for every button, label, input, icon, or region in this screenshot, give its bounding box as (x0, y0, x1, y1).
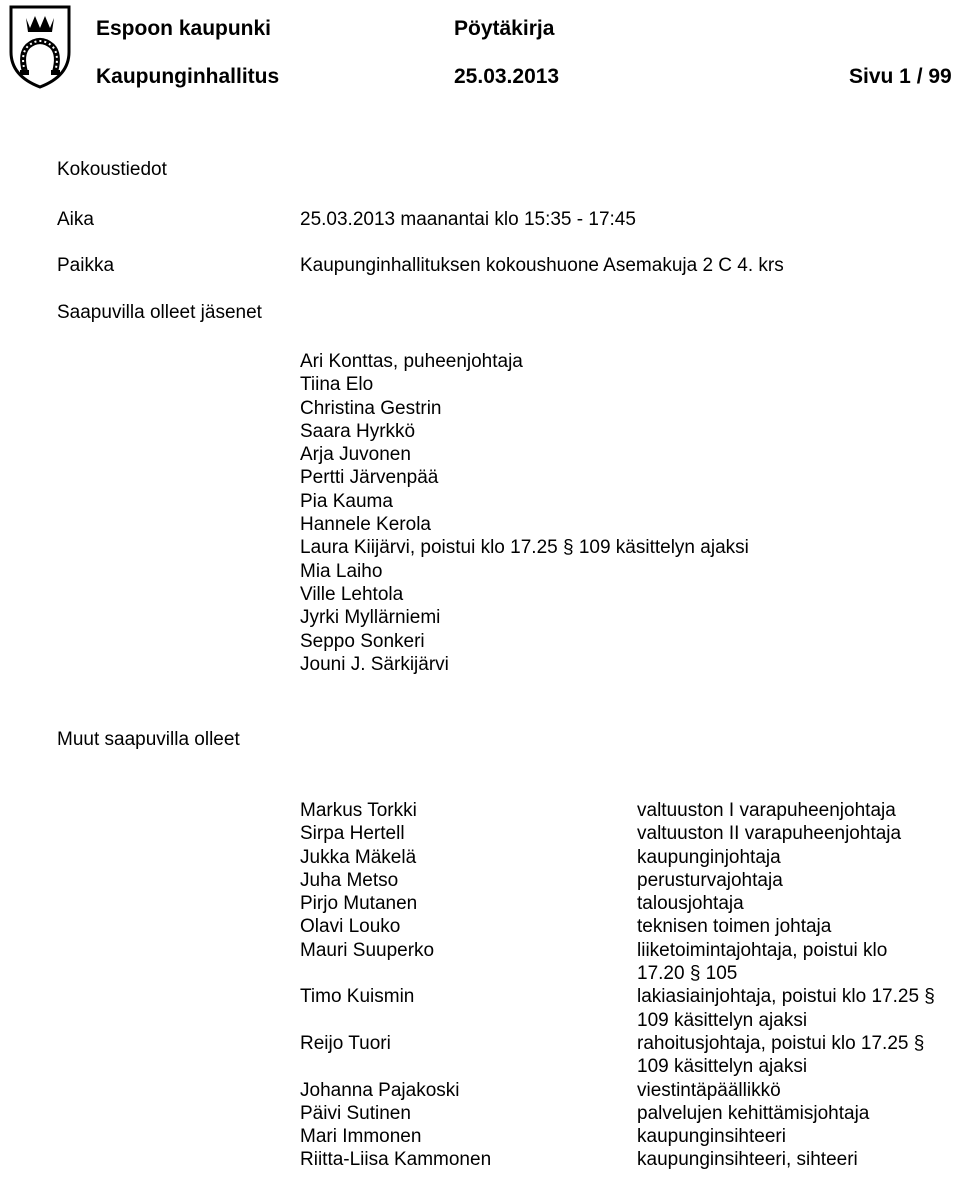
member-item: Mia Laiho (300, 560, 383, 582)
member-item: Arja Juvonen (300, 444, 411, 466)
attendee-role: palvelujen kehittämisjohtaja (637, 1102, 870, 1124)
attendee-role: kaupunginsihteeri, sihteeri (637, 1149, 858, 1171)
attendee-role: 17.20 § 105 (637, 963, 738, 985)
attendee-role: valtuuston II varapuheenjohtaja (637, 823, 902, 845)
place-value: Kaupunginhallituksen kokoushuone Asemakuja 2 C 4. krs (300, 255, 784, 276)
attendee-name: Juha Metso (300, 869, 399, 891)
document-type: Pöytäkirja (454, 17, 555, 40)
member-item: Laura Kiijärvi, poistui klo 17.25 § 109 käsittelyn ajaksi (300, 537, 749, 559)
member-item: Jouni J. Särkijärvi (300, 653, 449, 675)
attendee-name (300, 962, 491, 985)
attendee-name: Päivi Sutinen (300, 1102, 411, 1124)
members-list (300, 350, 749, 676)
espoo-coat-of-arms-logo (8, 4, 72, 90)
attendee-name: Timo Kuismin (300, 986, 415, 1008)
attendee-role: viestintäpäällikkö (637, 1079, 781, 1101)
attendee-role: perusturvajohtaja (637, 869, 783, 891)
attendee-name: Johanna Pajakoski (300, 1079, 460, 1101)
member-item: Seppo Sonkeri (300, 630, 425, 652)
attendee-role: valtuuston I varapuheenjohtaja (637, 800, 896, 821)
attendee-role: kaupunginjohtaja (637, 846, 781, 868)
member-item: Tiina Elo (300, 374, 374, 396)
attendee-name: Olavi Louko (300, 916, 401, 938)
attendee-name: Riitta-Liisa Kammonen (300, 1149, 492, 1171)
meeting-date: 25.03.2013 (454, 65, 560, 88)
attendee-name: Sirpa Hertell (300, 823, 405, 845)
governing-body: Kaupunginhallitus (96, 65, 280, 88)
member-item: Christina Gestrin (300, 397, 442, 419)
member-item: Ville Lehtola (300, 583, 404, 605)
attendee-role: teknisen toimen johtaja (637, 916, 832, 938)
attendee-name (300, 1009, 491, 1032)
member-item: Pertti Järvenpää (300, 467, 439, 489)
others-roles-column (637, 799, 935, 1172)
attendee-role: 109 käsittelyn ajaksi (637, 1009, 808, 1031)
attendee-name: Mari Immonen (300, 1126, 422, 1148)
member-item: Jyrki Myllärniemi (300, 607, 441, 629)
member-item: Hannele Kerola (300, 514, 431, 536)
attendee-role: kaupunginsihteeri (637, 1126, 786, 1148)
member-item: Saara Hyrkkö (300, 420, 416, 442)
attendee-role: 109 käsittelyn ajaksi (637, 1056, 808, 1078)
attendee-name: Jukka Mäkelä (300, 846, 417, 868)
attendee-name: Pirjo Mutanen (300, 893, 418, 915)
attendee-name: Markus Torkki (300, 800, 417, 821)
others-names-column (300, 799, 491, 1172)
time-value: 25.03.2013 maanantai klo 15:35 - 17:45 (300, 209, 636, 230)
attendee-role: liiketoimintajohtaja, poistui klo (637, 939, 888, 961)
page-number: Sivu 1 / 99 (849, 65, 952, 88)
attendee-role: rahoitusjohtaja, poistui klo 17.25 § (637, 1032, 925, 1054)
attendee-name (300, 1055, 491, 1078)
attendee-role: lakiasiainjohtaja, poistui klo 17.25 § (637, 986, 935, 1008)
member-item: Pia Kauma (300, 490, 393, 512)
section-title: Kokoustiedot (57, 159, 167, 180)
attendee-name: Reijo Tuori (300, 1032, 391, 1054)
attendee-role: talousjohtaja (637, 893, 744, 915)
time-label: Aika (57, 209, 94, 230)
others-label: Muut saapuvilla olleet (57, 729, 240, 750)
members-label: Saapuvilla olleet jäsenet (57, 302, 262, 323)
organization-name: Espoon kaupunki (96, 17, 272, 40)
member-item: Ari Konttas, puheenjohtaja (300, 351, 523, 372)
attendee-name: Mauri Suuperko (300, 939, 435, 961)
place-label: Paikka (57, 255, 115, 276)
